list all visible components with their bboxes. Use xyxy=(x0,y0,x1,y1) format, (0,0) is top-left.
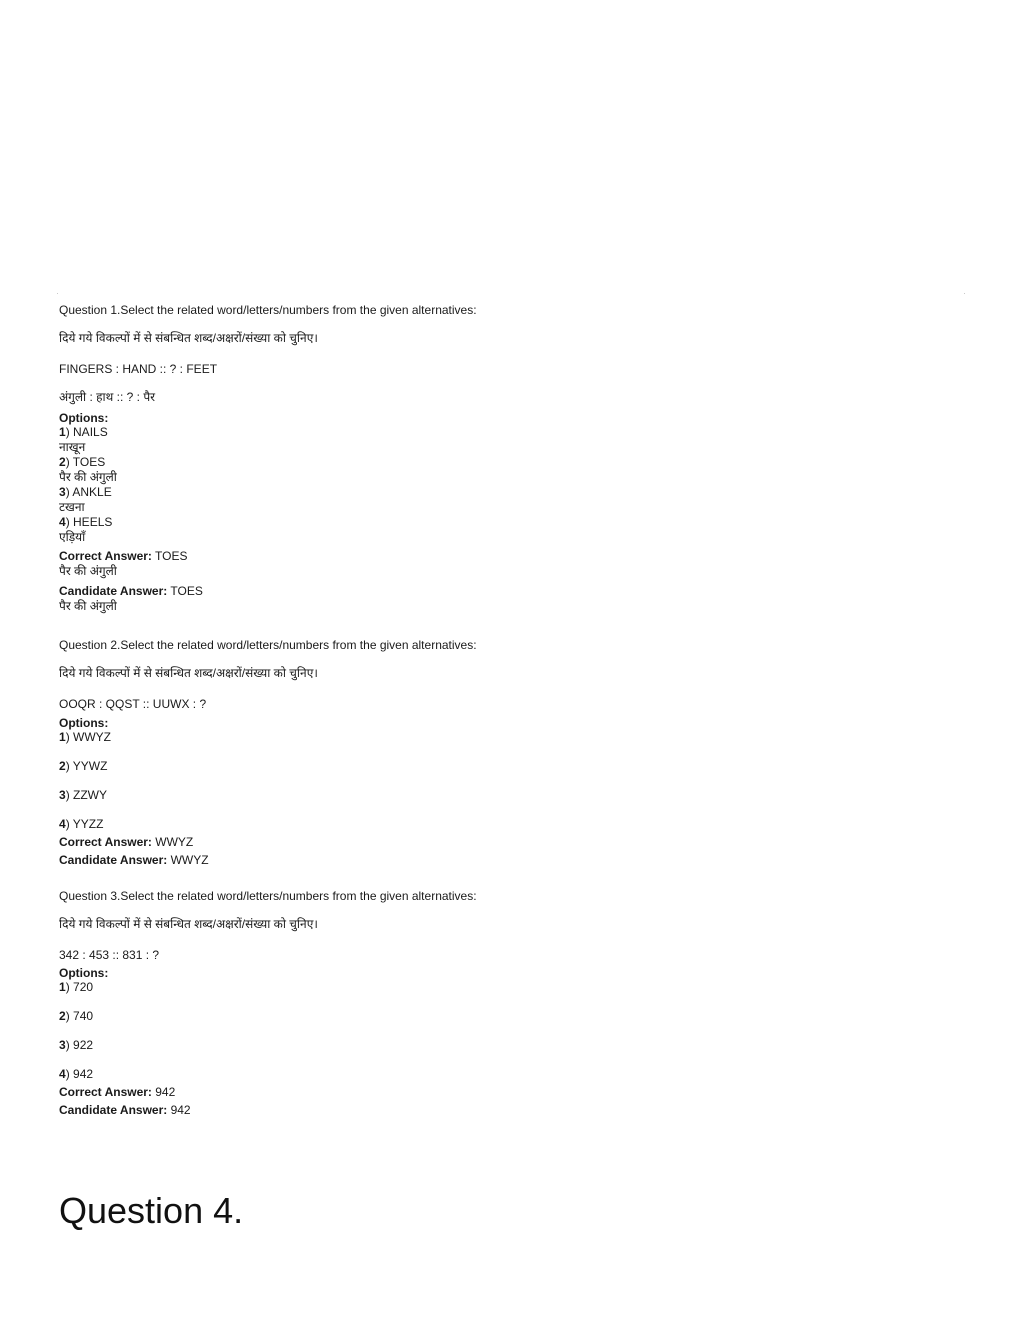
option-text: ) 922 xyxy=(65,1038,94,1052)
options-label: Options: xyxy=(59,966,109,980)
page-marker xyxy=(964,293,965,294)
correct-answer-hindi: पैर की अंगुली xyxy=(59,564,117,578)
option-number: 1 xyxy=(59,425,66,439)
option-text: ) WWYZ xyxy=(65,730,112,744)
option-text: ) ANKLE xyxy=(65,485,112,499)
candidate-answer-hindi: पैर की अंगुली xyxy=(59,599,117,613)
option-2 xyxy=(59,759,959,774)
question-title: Question 3.Select the related word/letters/numbers from the given alternatives: xyxy=(59,889,477,903)
correct-answer-label: Correct Answer: xyxy=(59,835,152,849)
question-expression: OOQR : QQST :: UUWX : ? xyxy=(59,697,207,711)
candidate-answer-label: Candidate Answer: xyxy=(59,584,168,598)
candidate-answer xyxy=(59,1103,959,1118)
question-2 xyxy=(59,638,959,868)
question-1 xyxy=(59,303,959,614)
candidate-answer xyxy=(59,584,959,599)
option-text: ) TOES xyxy=(65,455,106,469)
options-block xyxy=(59,716,959,832)
option-1 xyxy=(59,425,959,440)
option-number: 3 xyxy=(59,1038,66,1052)
option-1 xyxy=(59,730,959,745)
next-question-heading: Question 4. xyxy=(59,1190,244,1232)
option-4-hindi: एड़ियाँ xyxy=(59,530,86,544)
option-4 xyxy=(59,1067,959,1082)
option-2 xyxy=(59,455,959,470)
option-3 xyxy=(59,788,959,803)
option-number: 4 xyxy=(59,1067,66,1081)
option-text: ) 942 xyxy=(65,1067,94,1081)
option-text: ) ZZWY xyxy=(65,788,108,802)
correct-answer-label: Correct Answer: xyxy=(59,549,152,563)
candidate-answer-value: WWYZ xyxy=(167,853,209,867)
correct-answer xyxy=(59,549,959,564)
option-text: ) HEELS xyxy=(65,515,113,529)
options-label: Options: xyxy=(59,716,109,730)
page-marker xyxy=(57,293,58,294)
option-number: 2 xyxy=(59,455,66,469)
option-3-hindi: टखना xyxy=(59,500,85,514)
option-2 xyxy=(59,1009,959,1024)
candidate-answer-value: 942 xyxy=(167,1103,191,1117)
option-text: ) 720 xyxy=(65,980,94,994)
candidate-answer-value: TOES xyxy=(167,584,203,598)
option-4 xyxy=(59,515,959,530)
correct-answer-value: 942 xyxy=(151,1085,176,1099)
question-3 xyxy=(59,889,959,1118)
question-hindi-instruction: दिये गये विकल्पों में से संबन्धित शब्द/अक्षरों/संख्या को चुनिए। xyxy=(59,666,318,680)
correct-answer xyxy=(59,835,959,850)
option-3 xyxy=(59,485,959,500)
correct-answer xyxy=(59,1085,959,1100)
question-expression: FINGERS : HAND :: ? : FEET xyxy=(59,362,218,376)
candidate-answer xyxy=(59,853,959,868)
option-number: 3 xyxy=(59,485,66,499)
option-number: 2 xyxy=(59,759,66,773)
option-1 xyxy=(59,980,959,995)
option-1-hindi: नाखून xyxy=(59,440,86,454)
candidate-answer-label: Candidate Answer: xyxy=(59,853,168,867)
option-number: 4 xyxy=(59,515,66,529)
question-title: Question 1.Select the related word/letters/numbers from the given alternatives: xyxy=(59,303,477,317)
options-block xyxy=(59,966,959,1082)
option-number: 2 xyxy=(59,1009,66,1023)
option-text: ) YYWZ xyxy=(65,759,108,773)
correct-answer-value: TOES xyxy=(151,549,188,563)
question-hindi-instruction: दिये गये विकल्पों में से संबन्धित शब्द/अक्षरों/संख्या को चुनिए। xyxy=(59,331,318,345)
candidate-answer-label: Candidate Answer: xyxy=(59,1103,168,1117)
option-text: ) YYZZ xyxy=(65,817,104,831)
correct-answer-value: WWYZ xyxy=(151,835,194,849)
option-number: 1 xyxy=(59,730,66,744)
question-hindi-instruction: दिये गये विकल्पों में से संबन्धित शब्द/अक्षरों/संख्या को चुनिए। xyxy=(59,917,318,931)
options-label: Options: xyxy=(59,411,109,425)
option-number: 1 xyxy=(59,980,66,994)
question-title: Question 2.Select the related word/letters/numbers from the given alternatives: xyxy=(59,638,477,652)
option-number: 3 xyxy=(59,788,66,802)
option-4 xyxy=(59,817,959,832)
options-block xyxy=(59,411,959,545)
question-expression: 342 : 453 :: 831 : ? xyxy=(59,948,160,962)
option-text: ) 740 xyxy=(65,1009,94,1023)
option-text: ) NAILS xyxy=(65,425,108,439)
option-number: 4 xyxy=(59,817,66,831)
question-expression-hindi: अंगुली : हाथ :: ? : पैर xyxy=(59,390,156,404)
option-2-hindi: पैर की अंगुली xyxy=(59,470,117,484)
option-3 xyxy=(59,1038,959,1053)
correct-answer-label: Correct Answer: xyxy=(59,1085,152,1099)
